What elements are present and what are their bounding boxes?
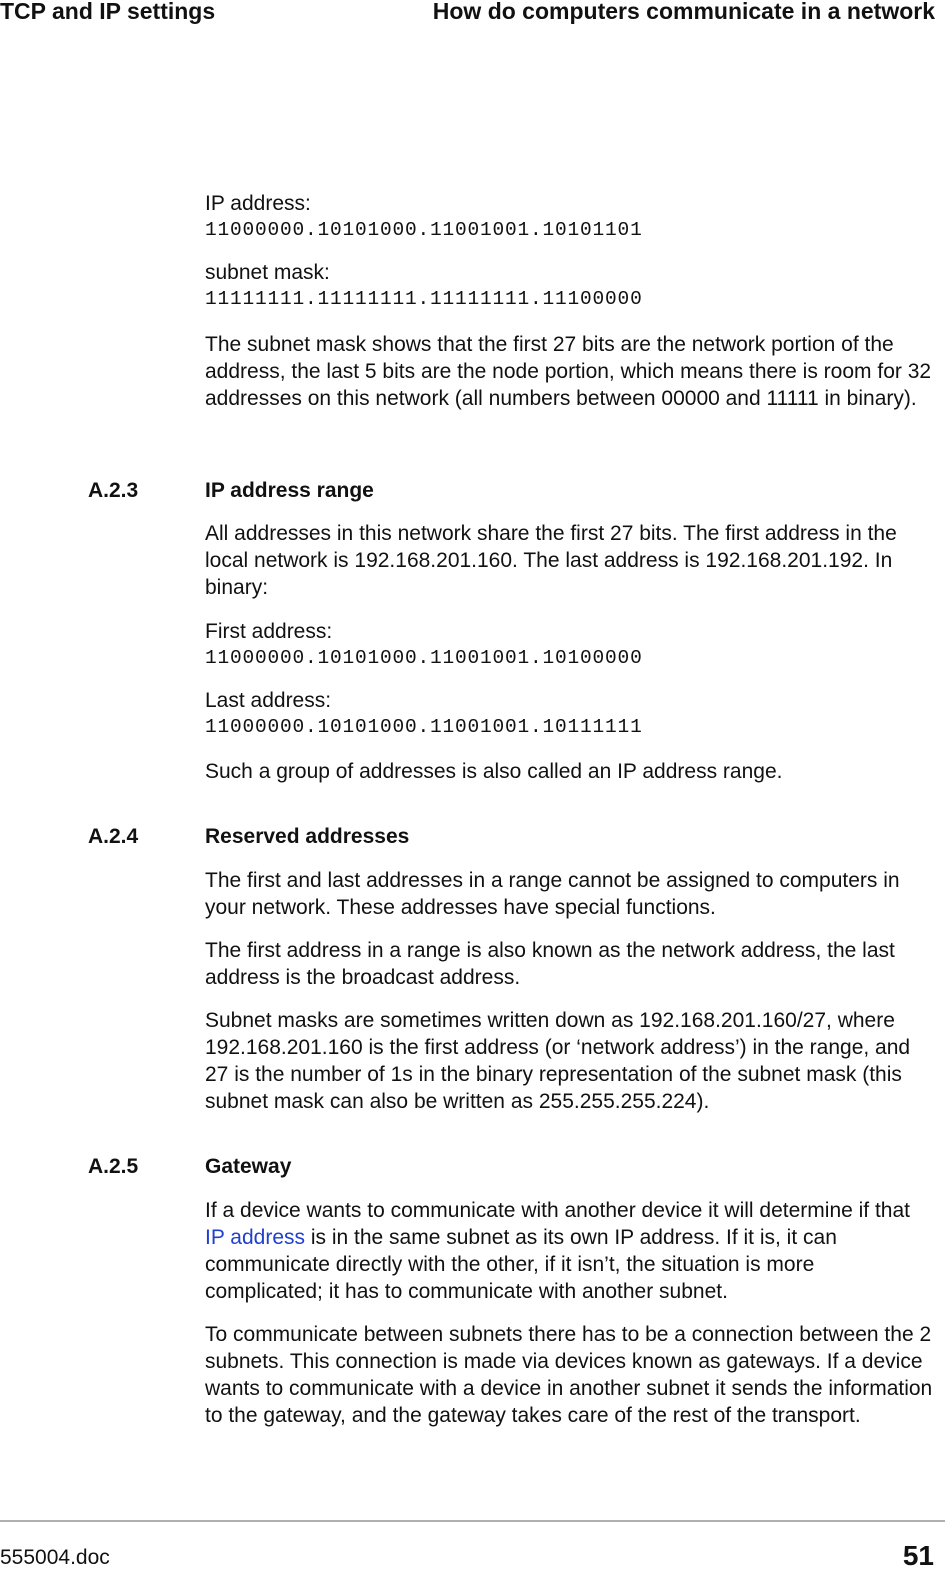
section-title-reserved-addresses: Reserved addresses <box>205 825 410 848</box>
subnet-explanation: The subnet mask shows that the first 27 bits are the network portion of the address, the last 5 bits are the node portion, which means there is room for 32 addresses on this network (all numbers between 00000 and 11111 in binary). <box>205 333 932 410</box>
ip-address-link[interactable]: IP address <box>205 1226 306 1249</box>
ip-address-label: IP address: <box>205 192 311 215</box>
section-title-ip-address-range: IP address range <box>205 479 374 502</box>
footer-document-name: 555004.doc <box>0 1546 110 1569</box>
gateway-paragraph-1 <box>205 1197 935 1305</box>
section-number-a24: A.2.4 <box>88 825 139 848</box>
first-address-binary: 11000000.10101000.11001001.10100000 <box>205 647 643 669</box>
gateway-paragraph-2: To communicate between subnets there has to be a connection between the 2 subnets. This connection is made via devices known as gateways. If a device wants to communicate with a device in another subnet it sends the information to the gateway, and the gateway takes care of the rest of the transport. <box>205 1323 933 1427</box>
page-number: 51 <box>902 1540 934 1571</box>
section-number-a23: A.2.3 <box>88 479 139 502</box>
ip-range-closing: Such a group of addresses is also called an IP address range. <box>205 760 783 783</box>
last-address-label: Last address: <box>205 689 332 712</box>
header-section-title: How do computers communicate in a network <box>432 0 935 24</box>
section-title-gateway: Gateway <box>205 1155 292 1178</box>
reserved-paragraph-2: The first address in a range is also known as the network address, the last address is the broadcast address. <box>205 939 895 989</box>
last-address-binary: 11000000.10101000.11001001.10111111 <box>205 716 643 738</box>
gateway-paragraph-1-end: is in the same subnet as its own IP address. If it is, it can communicate directly with the other, if it isn’t, the situation is more complicated; it has to communicate with another subnet. <box>205 1226 837 1303</box>
reserved-paragraph-3: Subnet masks are sometimes written down as 192.168.201.160/27, where 192.168.201.160 is the first address (or ‘network address’) in the range, and 27 is the number of 1s in the binary representation of the subnet mask (this subnet mask can also be written as 255.255.255.224). <box>205 1009 911 1113</box>
footer-divider <box>0 1520 945 1522</box>
reserved-paragraph-1: The first and last addresses in a range cannot be assigned to computers in your network. These addresses have special functions. <box>205 869 900 919</box>
ip-address-binary: 11000000.10101000.11001001.10101101 <box>205 219 643 241</box>
subnet-mask-binary: 11111111.11111111.11111111.11100000 <box>205 288 643 310</box>
ip-range-paragraph: All addresses in this network share the first 27 bits. The first address in the local network is 192.168.201.160. The last address is 192.168.201.192. In binary: <box>205 522 897 599</box>
section-number-a25: A.2.5 <box>88 1155 139 1178</box>
header-chapter-title: TCP and IP settings <box>0 0 216 24</box>
gateway-paragraph-1-start: If a device wants to communicate with another device it will determine if that <box>205 1199 910 1222</box>
first-address-label: First address: <box>205 620 333 643</box>
subnet-mask-label: subnet mask: <box>205 261 330 284</box>
